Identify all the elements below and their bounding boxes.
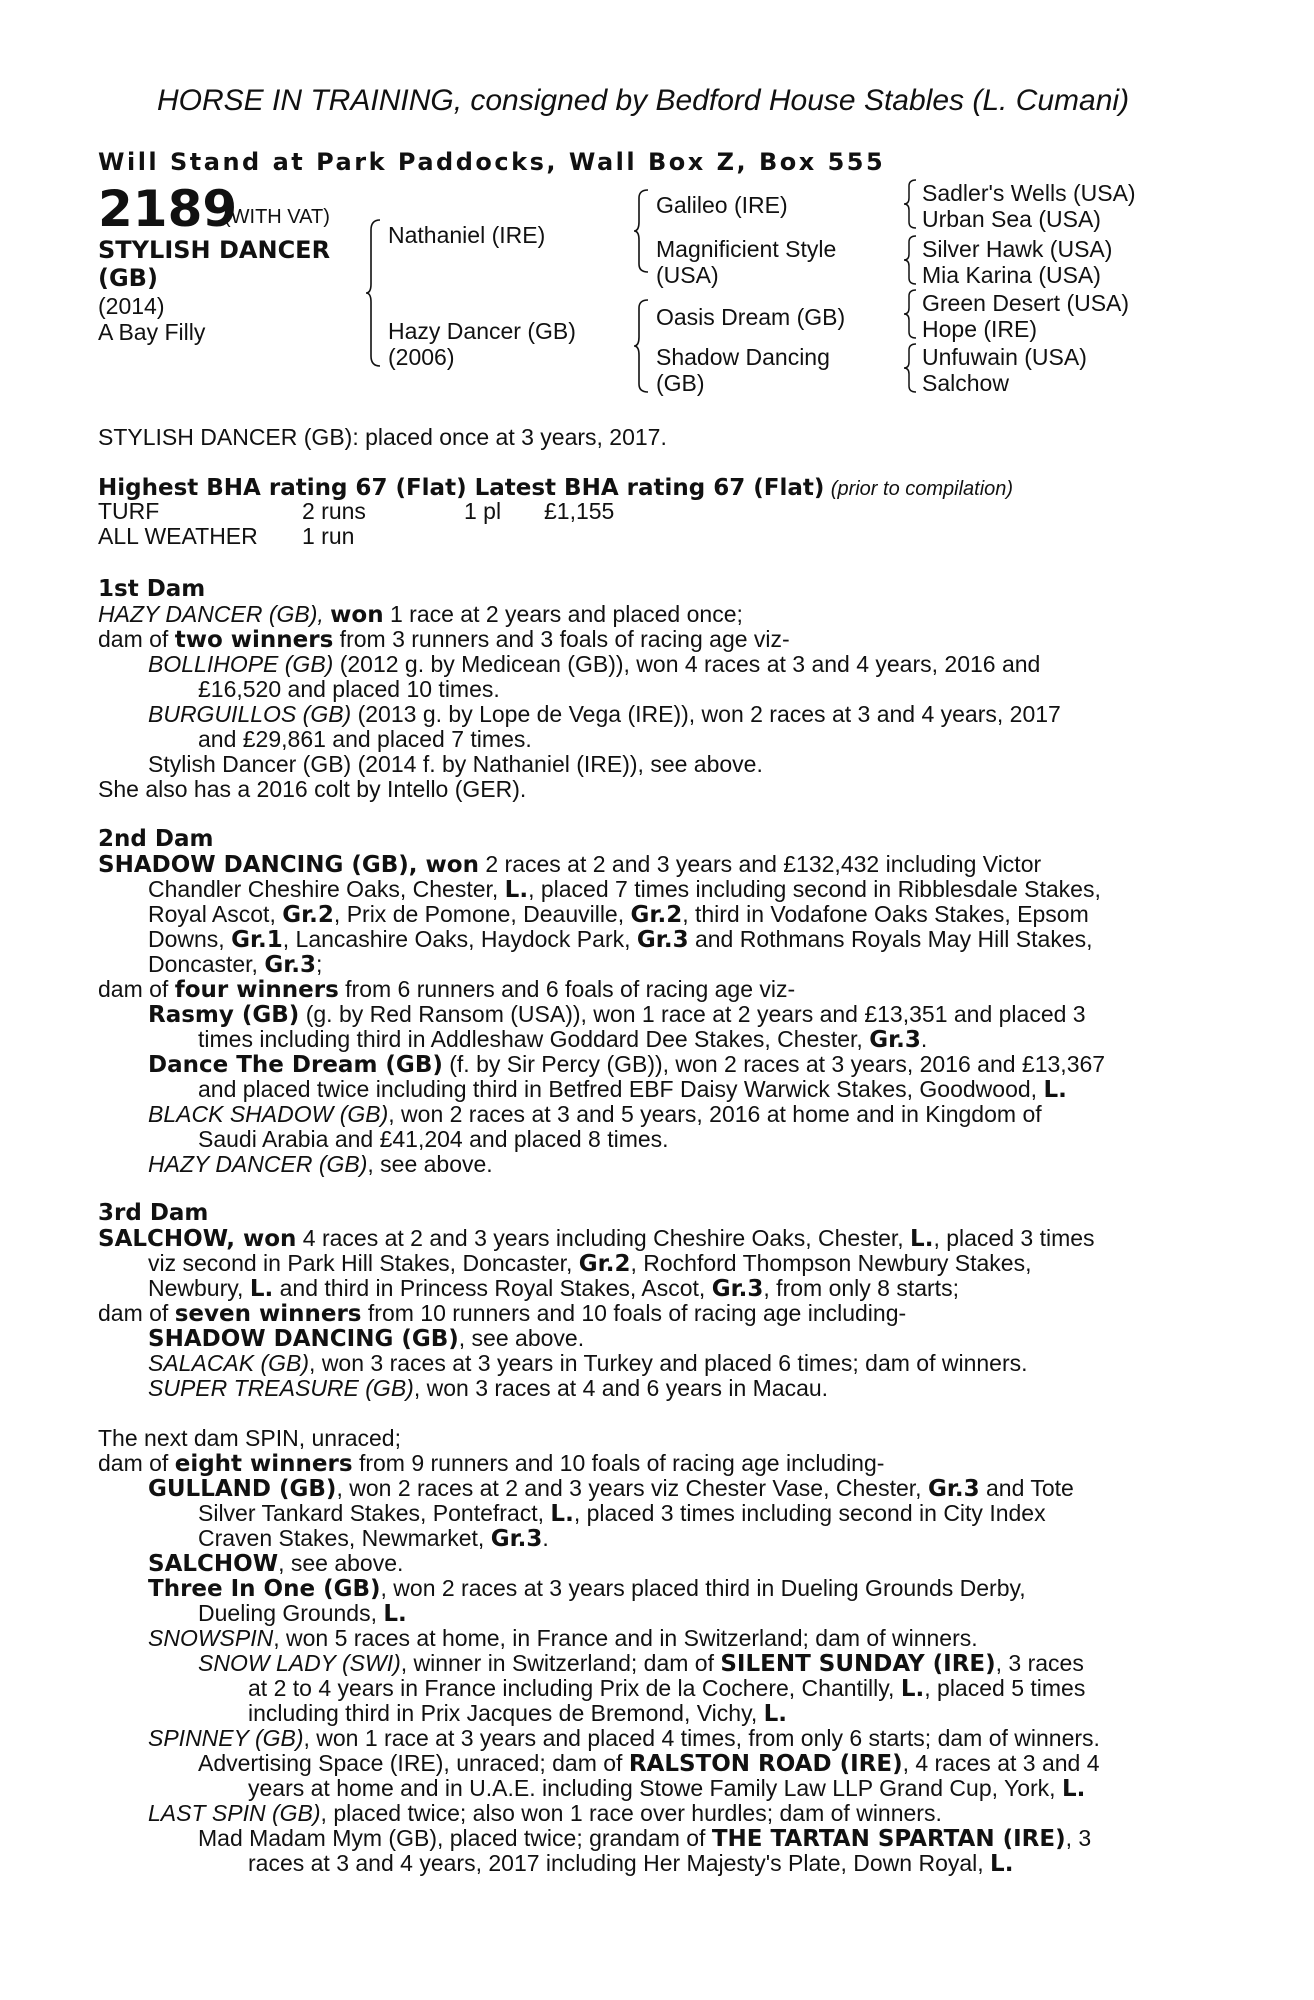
text: , placed twice; also won 1 race over hurdles; dam of winners. [320,1800,942,1826]
text: , won 1 race at 3 years and placed 4 times, from only 6 starts; dam of winners. [303,1725,1100,1751]
progeny-name: RALSTON ROAD (IRE) [628,1751,903,1777]
won-text: won [242,1226,297,1252]
pedigree-sire-sire: Galileo (IRE) [656,192,788,218]
text: , placed 7 times including second in Ribblesdale Stakes, [528,876,1101,902]
produce-suffix: from 10 runners and 10 foals of racing age including- [361,1300,907,1326]
pedigree-brace-ds [904,288,918,340]
pedigree-dds: Unfuwain (USA) [922,344,1087,370]
pedigree-sire: Nathaniel (IRE) [388,222,546,248]
progeny-record: (g. by Red Ransom (USA)), won 1 race at 2 years and £13,351 and placed 3 [299,1001,1086,1027]
progeny-salchow [148,1550,403,1577]
turf-runs: 2 runs [302,498,366,524]
pedigree-sss: Sadler's Wells (USA) [922,180,1136,206]
grade: Gr.2 [282,902,334,928]
progeny-rasmy [148,1001,1086,1028]
text: viz second in Park Hill Stakes, Doncaster, [148,1250,579,1276]
progeny-dance-the-dream [148,1051,1105,1078]
progeny-record: , won 3 races at 4 and 6 years in Macau. [413,1375,829,1401]
progeny-record: (2013 g. by Lope de Vega (IRE)), won 2 races at 3 and 4 years, 2017 [351,701,1061,727]
text: , from only 8 starts; [763,1275,959,1301]
second-dam-heading: 2nd Dam [98,826,214,852]
progeny-name: BOLLIHOPE (GB) [148,651,334,677]
progeny-rasmy-cont [198,1026,927,1053]
separator: , [408,852,426,878]
pedigree-brace-sire [634,188,650,274]
third-dam-produce [98,1300,906,1327]
produce-prefix: dam of [98,1450,175,1476]
pedigree-dam-year: (2006) [388,344,455,370]
third-dam-line-3 [148,1275,959,1302]
text: at 2 to 4 years in France including Prix de la Cochere, Chantilly, [248,1675,901,1701]
progeny-snow-lady-cont-1 [248,1675,1085,1702]
grade: Gr.3 [490,1526,543,1552]
lot-number: 2189 [98,180,238,238]
all-weather-runs: 1 run [302,523,355,549]
next-dam-produce [98,1450,884,1477]
progeny-black-shadow [148,1101,1042,1127]
progeny-snowspin [148,1625,978,1651]
grade: L. [383,1601,407,1627]
third-dam-name: SALCHOW [98,1226,227,1252]
grade: Gr.3 [264,952,317,978]
pedigree-dam-dam-country: (GB) [656,370,705,396]
produce-prefix: dam of [98,976,175,1002]
first-dam-produce [98,626,790,653]
text: ; [316,951,323,977]
grade: L. [504,877,529,903]
grade: Gr.3 [711,1276,764,1302]
text: and placed twice including third in Betfred EBF Daisy Warwick Stakes, Goodwood, [198,1076,1044,1102]
race-summary: STYLISH DANCER (GB): placed once at 3 years, 2017. [98,424,667,450]
grade: L. [1043,1077,1067,1103]
text: races at 3 and 4 years, 2017 including Her Majesty's Plate, Down Royal, [248,1850,991,1876]
progeny-name: BURGUILLOS (GB) [148,701,352,727]
progeny-name: SILENT SUNDAY (IRE) [720,1651,996,1677]
pedigree-dam-sire: Oasis Dream (GB) [656,304,846,330]
produce-suffix: from 9 runners and 10 foals of racing age including- [352,1450,885,1476]
progeny-last-spin [148,1800,942,1826]
progeny-three-in-one-cont [198,1600,407,1627]
grade: L. [763,1701,788,1727]
grade: Gr.2 [630,902,683,928]
text: , Lancashire Oaks, Haydock Park, [282,926,637,952]
pedigree-sdd: Mia Karina (USA) [922,262,1101,288]
progeny-gulland-cont-1 [198,1500,1046,1527]
produce-prefix: dam of [98,1300,175,1326]
record-text: 2 races at 2 and 3 years and £132,432 including Victor [478,851,1042,877]
pedigree-brace-sd [904,234,918,286]
grade: Gr.3 [869,1027,921,1053]
pedigree-dam-dam: Shadow Dancing [656,344,830,370]
pedigree-sire-dam-country: (USA) [656,262,719,288]
progeny-name: SHADOW DANCING (GB) [148,1326,459,1352]
horse-description: A Bay Filly [98,319,206,345]
grade: Gr.3 [636,927,689,953]
pedigree-brace-dam [634,298,650,394]
second-dam-produce [98,976,795,1003]
progeny-burguillos-cont: and £29,861 and placed 7 times. [198,726,532,752]
text: Downs, [148,926,232,952]
progeny-snow-lady-cont-2 [248,1700,787,1727]
grade: L. [990,1851,1014,1877]
turf-placed: 1 pl [464,498,502,524]
stand-location: Will Stand at Park Paddocks, Wall Box Z, Box 555 [98,148,886,176]
progeny-name: SNOW LADY (SWI) [198,1650,401,1676]
text: and third in Princess Royal Stakes, Ascot, [273,1275,712,1301]
text: , won 2 races at 3 years placed third in Dueling Grounds Derby, [380,1575,1026,1601]
text: , placed 3 times including second in City Index [573,1500,1046,1526]
third-dam-line-2 [148,1250,1031,1277]
first-dam-record: 1 race at 2 years and placed once; [383,601,743,627]
bha-rating-note: (prior to compilation) [830,478,1014,500]
text: , Rochford Thompson Newbury Stakes, [630,1250,1032,1276]
progeny-bollihope [148,651,1040,677]
first-dam-line [98,601,743,628]
progeny-mad-madam-mym-cont [248,1850,1013,1877]
text: , Prix de Pomone, Deauville, [333,901,631,927]
progeny-advertising-space [198,1750,1100,1777]
text: . [542,1525,549,1551]
grade: Gr.2 [578,1251,631,1277]
progeny-name: Rasmy (GB) [148,1002,300,1028]
progeny-super-treasure [148,1375,828,1401]
progeny-record: (f. by Sir Percy (GB)), won 2 races at 3 years, 2016 and £13,367 [442,1051,1106,1077]
vat-note: (WITH VAT) [224,206,330,228]
text: , winner in Switzerland; dam of [400,1650,721,1676]
progeny-name: SALACAK (GB) [148,1350,310,1376]
progeny-snow-lady [198,1650,1084,1677]
third-dam-heading: 3rd Dam [98,1200,209,1226]
text: , placed 3 times [933,1225,1095,1251]
progeny-name: Three In One (GB) [148,1576,381,1602]
progeny-black-shadow-cont: Saudi Arabia and £41,204 and placed 8 times. [198,1126,669,1152]
won-text: won [330,602,384,628]
text: and Tote [979,1475,1074,1501]
horse-name-country: (GB) [98,264,158,292]
pedigree-ddd: Salchow [922,370,1009,396]
all-weather-label: ALL WEATHER [98,523,258,549]
progeny-burguillos [148,701,1061,727]
pedigree-sds: Silver Hawk (USA) [922,236,1113,262]
pedigree-sire-dam: Magnificient Style [656,236,837,262]
text: , won 2 races at 2 and 3 years viz Chester Vase, Chester, [336,1475,928,1501]
first-dam-note: She also has a 2016 colt by Intello (GER). [98,776,527,802]
progeny-shadow-dancing [148,1325,584,1352]
text: , 4 races at 3 and 4 [902,1750,1100,1776]
pedigree-ssd: Urban Sea (USA) [922,206,1101,232]
progeny-name: SALCHOW [148,1551,279,1577]
text: , third in Vodafone Oaks Stakes, Epsom [682,901,1089,927]
produce-suffix: from 3 runners and 3 foals of racing age viz- [333,626,790,652]
grade: L. [249,1276,274,1302]
progeny-name: GULLAND (GB) [148,1476,337,1502]
grade: L. [910,1226,934,1252]
first-dam-name: HAZY DANCER (GB), [98,601,331,627]
second-dam-line-3 [148,901,1089,928]
pedigree-dam: Hazy Dancer (GB) [388,318,576,344]
pedigree-dss: Green Desert (USA) [922,290,1130,316]
text: Craven Stakes, Newmarket, [198,1525,491,1551]
text: Silver Tankard Stakes, Pontefract, [198,1500,551,1526]
horse-year: (2014) [98,293,165,319]
produce-suffix: from 6 runners and 6 foals of racing age viz- [338,976,796,1002]
progeny-record: (2012 g. by Medicean (GB)), won 4 races at 3 and 4 years, 2016 and [333,651,1041,677]
pedigree-brace-main [366,218,382,368]
progeny-three-in-one [148,1575,1026,1602]
pedigree-brace-dd [904,342,918,394]
progeny-name: BLACK SHADOW (GB) [148,1101,389,1127]
grade: L. [550,1501,574,1527]
progeny-name: Dance The Dream (GB) [148,1052,443,1078]
grade: L. [900,1676,925,1702]
progeny-stylish-dancer: Stylish Dancer (GB) (2014 f. by Nathaniel (IRE)), see above. [148,751,763,777]
text: , 3 races [995,1650,1084,1676]
pedigree-dsd: Hope (IRE) [922,316,1038,342]
next-dam-line: The next dam SPIN, unraced; [98,1425,401,1451]
text: Dueling Grounds, [198,1600,384,1626]
progeny-name: SNOWSPIN [148,1625,274,1651]
progeny-gulland [148,1475,1074,1502]
progeny-spinney [148,1725,1100,1751]
text: Newbury, [148,1275,250,1301]
progeny-dance-the-dream-cont [198,1076,1067,1103]
page-header: HORSE IN TRAINING, consigned by Bedford House Stables (L. Cumani) [157,84,1130,117]
progeny-bollihope-cont: £16,520 and placed 10 times. [198,676,500,702]
grade: L. [1061,1776,1086,1802]
progeny-name: THE TARTAN SPARTAN (IRE) [711,1826,1066,1852]
first-dam-heading: 1st Dam [98,576,206,602]
text: Royal Ascot, [148,901,283,927]
bha-rating-text: Highest BHA rating 67 (Flat) Latest BHA rating 67 (Flat) [98,475,825,501]
progeny-name: HAZY DANCER (GB) [148,1151,368,1177]
progeny-record: , won 2 races at 3 and 5 years, 2016 at home and in Kingdom of [388,1101,1042,1127]
progeny-hazy-dancer [148,1151,493,1177]
text: and Rothmans Royals May Hill Stakes, [688,926,1093,952]
text: Doncaster, [148,951,265,977]
text: . [920,1026,928,1052]
progeny-record: , won 3 races at 3 years in Turkey and placed 6 times; dam of winners. [309,1350,1028,1376]
text: , see above. [367,1151,493,1177]
won-text: won [425,852,479,878]
text: 4 races at 2 and 3 years including Cheshire Oaks, Chester, [296,1225,911,1251]
produce-prefix: dam of [98,626,175,652]
progeny-name: LAST SPIN (GB) [148,1800,321,1826]
second-dam-line-2 [148,876,1101,903]
progeny-salacak [148,1350,1028,1376]
progeny-name: SUPER TREASURE (GB) [148,1375,414,1401]
pedigree-brace-ss [904,178,918,230]
text: , see above. [278,1550,404,1576]
second-dam-line-1 [98,851,1041,878]
third-dam-line-1 [98,1225,1095,1252]
grade: Gr.1 [231,927,283,953]
winners-count: seven winners [174,1301,362,1327]
text: years at home and in U.A.E. including Stowe Family Law LLP Grand Cup, York, [248,1775,1062,1801]
text: Mad Madam Mym (GB), placed twice; grandam of [198,1825,712,1851]
turf-label: TURF [98,498,160,524]
grade: Gr.3 [927,1476,980,1502]
text: , 3 [1065,1825,1092,1851]
progeny-advertising-space-cont [248,1775,1085,1802]
text: Chandler Cheshire Oaks, Chester, [148,876,505,902]
text: , placed 5 times [924,1675,1086,1701]
progeny-gulland-cont-2 [198,1525,549,1552]
text: Advertising Space (IRE), unraced; dam of [198,1750,629,1776]
second-dam-name: SHADOW DANCING (GB) [98,852,409,878]
text: , see above. [458,1325,585,1351]
progeny-mad-madam-mym [198,1825,1091,1852]
turf-prize: £1,155 [544,498,615,524]
horse-name: STYLISH DANCER [98,236,331,264]
winners-count: two winners [174,627,334,653]
progeny-name: SPINNEY (GB) [148,1725,304,1751]
winners-count: four winners [174,977,339,1003]
text: times including third in Addleshaw Goddard Dee Stakes, Chester, [198,1026,870,1052]
text: , won 5 races at home, in France and in Switzerland; dam of winners. [273,1625,978,1651]
second-dam-line-4 [148,926,1093,953]
separator: , [226,1226,243,1252]
second-dam-line-5 [148,951,322,978]
winners-count: eight winners [174,1451,353,1477]
text: including third in Prix Jacques de Bremond, Vichy, [248,1700,764,1726]
